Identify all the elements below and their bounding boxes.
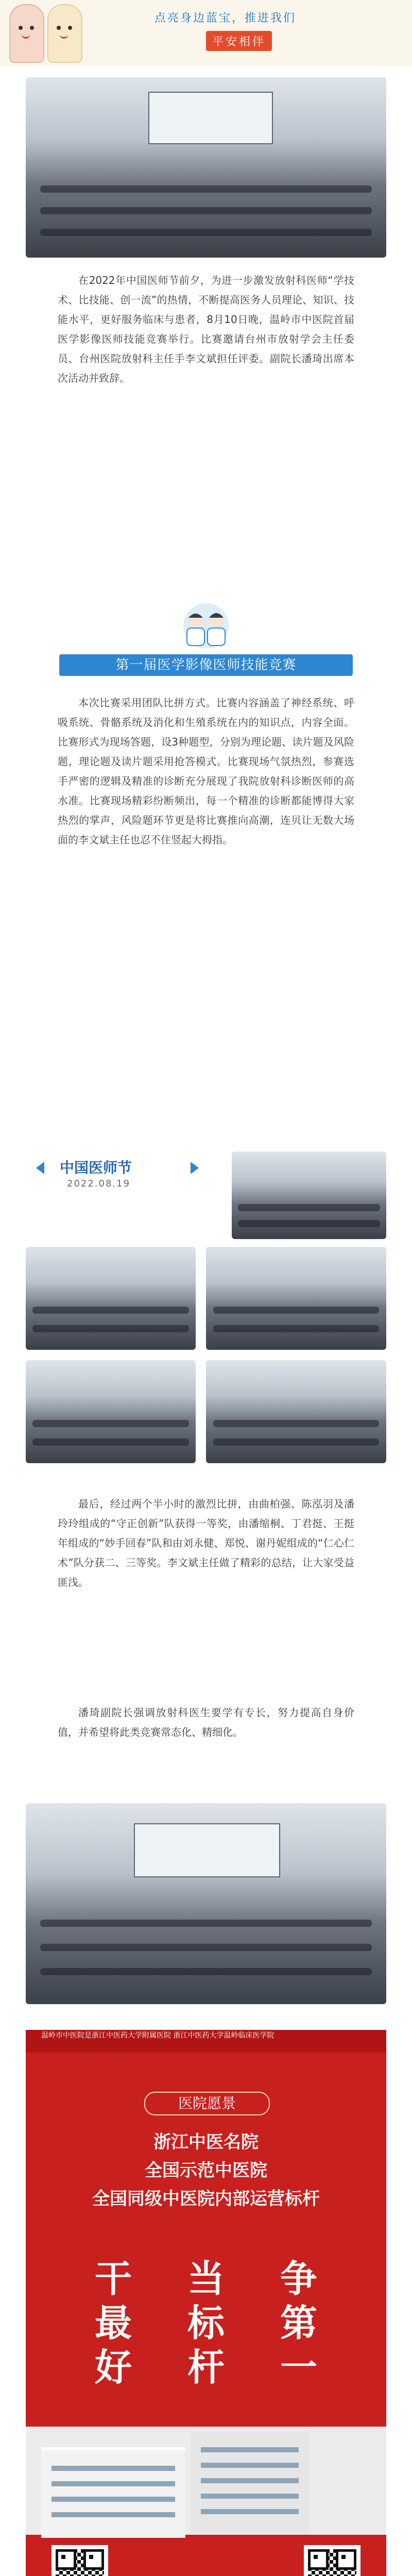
arrow-left-icon: [36, 1162, 44, 1174]
doctors-day-date: 2022.08.19: [67, 1178, 131, 1189]
header-slogan-badge: 平安相伴: [206, 31, 272, 51]
event-photo-4: [206, 1247, 386, 1350]
event-photo-6: [206, 1360, 386, 1463]
poster-vision-label: 医院愿景: [144, 2092, 270, 2115]
poster-column-2: 当标杆: [187, 2257, 225, 2389]
closing-paragraph: 潘琦副院长强调放射科医生要学有专长，努力提高自身价值，并希望将此类竞赛常态化、精细化。: [58, 1706, 354, 1738]
rules-paragraph: 本次比赛采用团队比拼方式。比赛内容涵盖了神经系统、呼吸系统、骨骼系统及消化和生殖系统在内的知识点，内容全面。比赛形式为现场答题，设3种题型，分别为理论题、读片题及风险题，理论题及读片题采用抢答模式。比赛现场气氛热烈，参赛选手严密的逻辑及精准的诊断充分展现了我院放射科诊断医师的高水准。比赛现场精彩纷断频出，每一个精准的诊断都能博得大家热烈的掌声，风险题环节更是将比赛推向高潮，连贝让无数大场面的李文斌主任也忍不住竖起大拇指。: [58, 697, 354, 846]
poster-column-3: 争第一: [280, 2257, 317, 2389]
header-slogan: 点亮身边蓝宝，推进我们: [154, 12, 297, 25]
header-banner: [0, 0, 412, 67]
qr-code-icon[interactable]: [304, 2545, 360, 2576]
event-photo-2: [232, 1151, 386, 1239]
poster-column-1: 干最好: [94, 2257, 132, 2389]
poster-line-3: 全国同级中医院内部运营标杆: [92, 2189, 320, 2209]
mascot-doctor-icon: [9, 4, 44, 63]
intro-paragraph: 在2022年中国医师节前夕，为进一步激发放射科医师“学技术、比技能、创一流”的热情，不断提高医务人员理论、知识、技能水平，更好服务临床与患者，8月10日晚，温岭市中医院首届医学影像医师技能竞赛举行。比赛邀请台州市放射学会主任委员、台州医院放射科主任手李文斌担任评委。副院长潘琦出席本次活动并致辞。: [58, 274, 354, 384]
event-photo-1: [26, 77, 386, 258]
event-photo-7: [26, 1803, 386, 2004]
event-photo-5: [26, 1360, 196, 1463]
qr-code-icon[interactable]: [52, 2545, 108, 2576]
hospital-vision-poster: [26, 2030, 386, 2576]
event-photo-3: [26, 1247, 196, 1350]
poster-line-1: 浙江中医名院: [153, 2132, 259, 2153]
doctors-illustration-icon: [167, 600, 245, 649]
arrow-right-icon: [191, 1162, 199, 1174]
hospital-building-illustration: [26, 2427, 386, 2535]
result-paragraph: 最后，经过两个半小时的激烈比拼，由曲柏强、陈泓羽及潘玲玲组成的“守正创新”队获得一等奖，由潘缩桐、丁君挺、王挺年组成的“妙手回春”队和由刘永健、郑悦、谢丹妮组成的“仁心仁术”队分获二、三等奖。李文斌主任做了精彩的总结，让大家受益匪浅。: [58, 1498, 354, 1588]
doctors-day-title: 中国医师节: [60, 1159, 132, 1176]
section-title: 第一届医学影像医师技能竞赛: [59, 654, 353, 676]
mascot-nurse-icon: [47, 4, 82, 63]
poster-line-2: 全国示范中医院: [145, 2160, 267, 2181]
doctors-day-tag: [36, 1157, 201, 1193]
poster-banner: 温岭市中医院是浙江中医药大学附属医院 浙江中医药大学温岭临床医学院: [26, 2030, 386, 2053]
